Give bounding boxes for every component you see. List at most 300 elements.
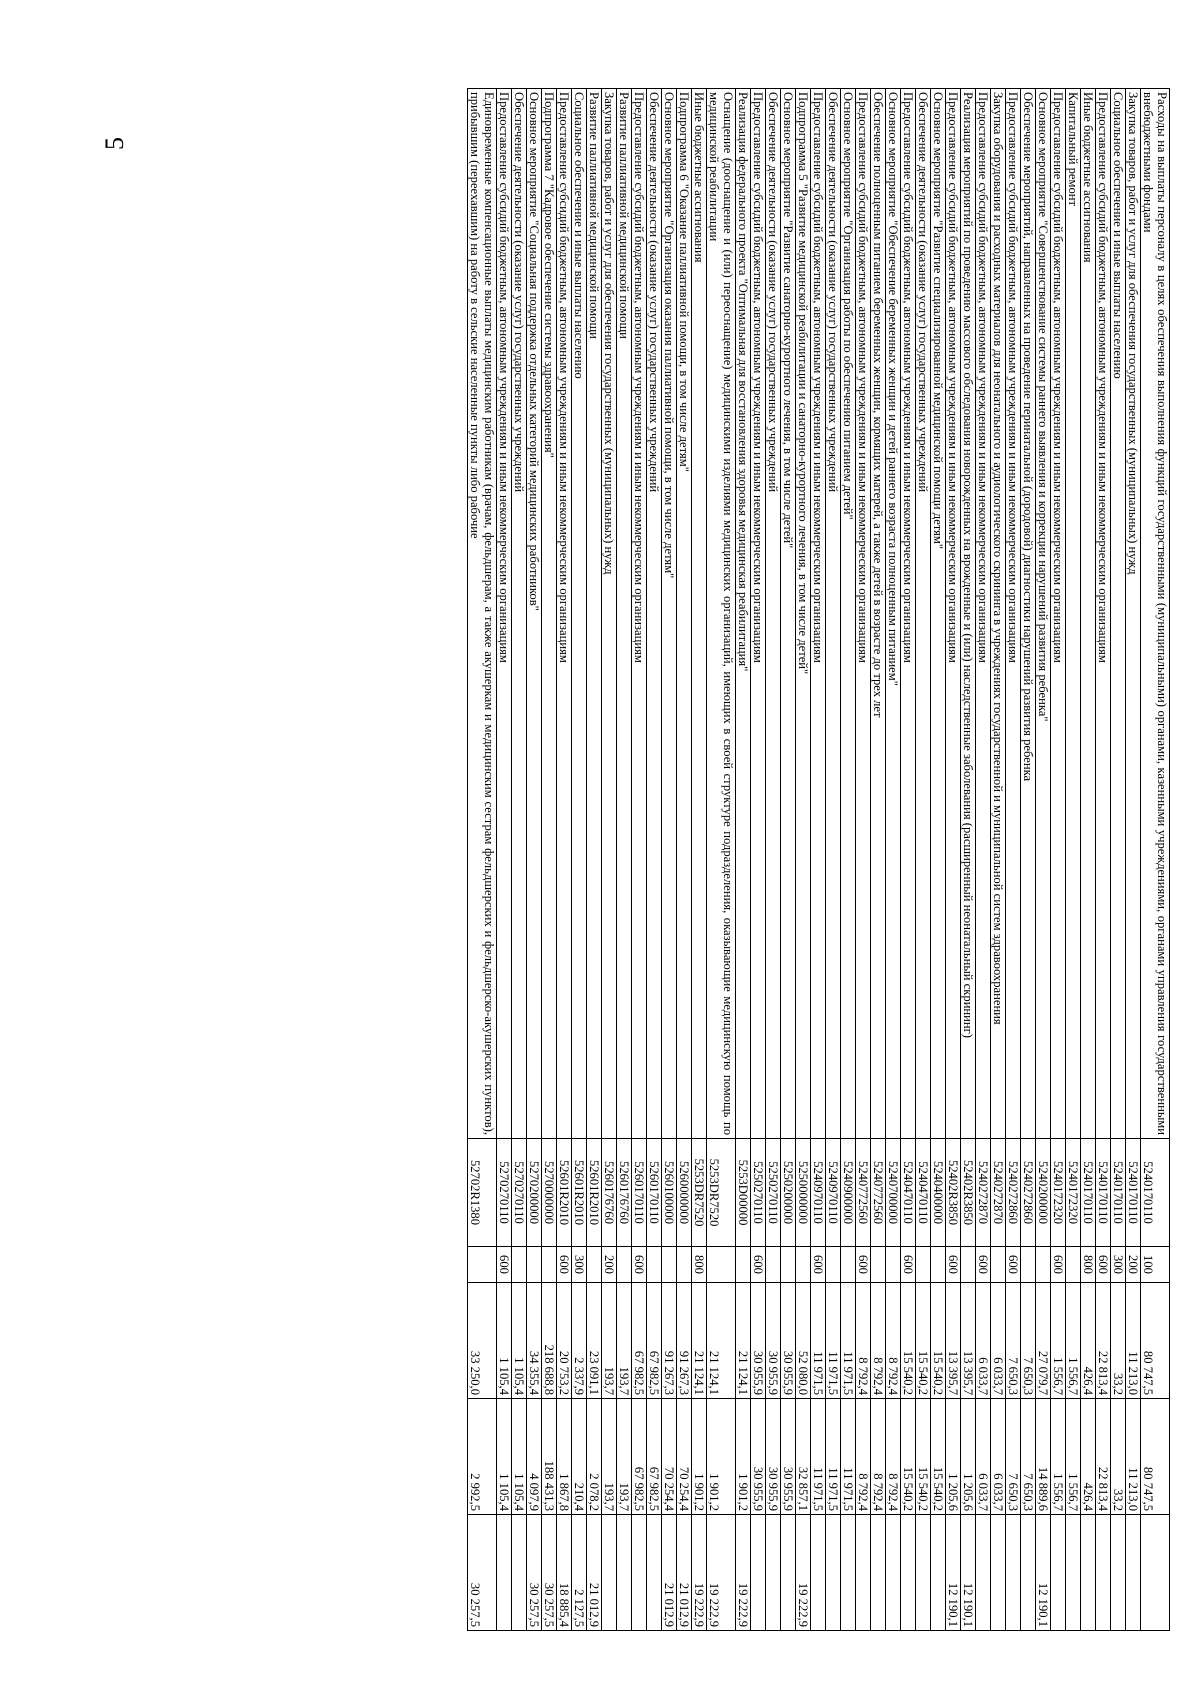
row-code: 5240400000 <box>931 1139 946 1247</box>
table-row <box>468 89 497 1631</box>
row-code: 5240272860 <box>1021 1139 1036 1247</box>
table-row <box>766 89 781 1631</box>
table-row <box>946 89 961 1631</box>
row-code: 5240170110 <box>1126 1139 1141 1247</box>
row-federal-budget <box>781 1515 796 1631</box>
table-row <box>662 89 677 1631</box>
row-code: 5260170110 <box>647 1139 662 1247</box>
row-regional-budget: 70 254,4 <box>677 1399 692 1515</box>
row-total: 21 124,1 <box>692 1283 707 1399</box>
row-expense-type <box>736 1247 751 1283</box>
row-code: 5253DR7520 <box>692 1139 707 1247</box>
table-row <box>781 89 796 1631</box>
row-name: Развитие паллиативной медицинской помощи <box>587 89 602 1139</box>
row-code: 5260176760 <box>602 1139 617 1247</box>
row-name: Иные бюджетные ассигнования <box>692 89 707 1139</box>
row-regional-budget: 1 105,4 <box>512 1399 527 1515</box>
row-federal-budget <box>811 1515 826 1631</box>
row-expense-type <box>961 1247 976 1283</box>
row-name: Предоставление субсидий бюджетным, автономным учреждениям и иным некоммерческим организациям <box>946 89 961 1139</box>
row-total: 67 982,5 <box>632 1283 647 1399</box>
row-total: 1 105,4 <box>512 1283 527 1399</box>
row-code: 5240170110 <box>1096 1139 1111 1247</box>
row-total: 21 124,1 <box>736 1283 751 1399</box>
row-code: 5260176760 <box>617 1139 632 1247</box>
row-federal-budget: 21 012,9 <box>677 1515 692 1631</box>
row-total: 13 395,7 <box>961 1283 976 1399</box>
row-expense-type: 300 <box>572 1247 587 1283</box>
table-row <box>1141 89 1170 1631</box>
row-code: 5240772560 <box>871 1139 886 1247</box>
row-federal-budget <box>976 1515 991 1631</box>
row-total: 8 792,4 <box>856 1283 871 1399</box>
row-code: 5240700000 <box>886 1139 901 1247</box>
row-name: Иные бюджетные ассигнования <box>1081 89 1096 1139</box>
row-total: 7 650,3 <box>1006 1283 1021 1399</box>
row-federal-budget: 2 127,5 <box>572 1515 587 1631</box>
row-expense-type: 600 <box>497 1247 512 1283</box>
row-total: 6 033,7 <box>976 1283 991 1399</box>
row-name: Предоставление субсидий бюджетным, автономным учреждениям и иным некоммерческим организациям <box>811 89 826 1139</box>
row-code: 5240470110 <box>916 1139 931 1247</box>
row-regional-budget: 6 033,7 <box>976 1399 991 1515</box>
row-name: Оснащение (дооснащение и (или) переоснащение) медицинскими изделиями медицинских организаций, имеющих в своей структуре подразделения, оказывающие медицинскую помощь по медицинской реабилитации <box>707 89 736 1139</box>
row-total: 8 792,4 <box>886 1283 901 1399</box>
row-federal-budget <box>1006 1515 1021 1631</box>
row-federal-budget: 12 190,1 <box>1036 1515 1051 1631</box>
row-code: 5240200000 <box>1036 1139 1051 1247</box>
row-code: 52601R2010 <box>572 1139 587 1247</box>
row-regional-budget: 193,7 <box>602 1399 617 1515</box>
row-expense-type <box>916 1247 931 1283</box>
row-name: Предоставление субсидий бюджетным, автономным учреждениям и иным некоммерческим организациям <box>751 89 766 1139</box>
row-code: 5240172320 <box>1066 1139 1081 1247</box>
row-name: Предоставление субсидий бюджетным, автономным учреждениям и иным некоммерческим организациям <box>1051 89 1066 1139</box>
row-regional-budget: 6 033,7 <box>991 1399 1006 1515</box>
row-federal-budget <box>1096 1515 1111 1631</box>
row-expense-type <box>1066 1247 1081 1283</box>
row-expense-type <box>677 1247 692 1283</box>
table-row <box>856 89 871 1631</box>
row-regional-budget: 8 792,4 <box>856 1399 871 1515</box>
row-code: 5260100000 <box>662 1139 677 1247</box>
row-regional-budget: 30 955,9 <box>781 1399 796 1515</box>
row-expense-type: 600 <box>976 1247 991 1283</box>
row-name: Социальное обеспечение и иные выплаты населению <box>572 89 587 1139</box>
row-regional-budget: 67 982,5 <box>647 1399 662 1515</box>
row-regional-budget: 1 901,2 <box>707 1399 736 1515</box>
row-code: 5270270110 <box>497 1139 512 1247</box>
table-row <box>736 89 751 1631</box>
table-row <box>826 89 841 1631</box>
row-expense-type <box>512 1247 527 1283</box>
row-name: Социальное обеспечение и иные выплаты населению <box>1111 89 1126 1139</box>
row-code: 5240272870 <box>991 1139 1006 1247</box>
row-federal-budget <box>931 1515 946 1631</box>
row-name: Предоставление субсидий бюджетным, автономным учреждениям и иным некоммерческим организациям <box>1006 89 1021 1139</box>
row-federal-budget <box>602 1515 617 1631</box>
row-total: 22 813,4 <box>1096 1283 1111 1399</box>
row-regional-budget: 426,4 <box>1081 1399 1096 1515</box>
row-name: Единовременные компенсационные выплаты медицинским работникам (врачам, фельдшерам, а также акушеркам и медицинским сестрам фельдшерских и фельдшерско-акушерских пунктов), прибывшим (переехавшим) на работу в сельские населенные пункты либо рабочие <box>468 89 497 1139</box>
row-code: 5240772560 <box>856 1139 871 1247</box>
row-code: 5240900000 <box>841 1139 856 1247</box>
row-regional-budget: 7 650,3 <box>1006 1399 1021 1515</box>
row-total: 27 079,7 <box>1036 1283 1051 1399</box>
table-row <box>1021 89 1036 1631</box>
row-total: 218 688,8 <box>542 1283 557 1399</box>
table-row <box>1051 89 1066 1631</box>
row-name: Предоставление субсидий бюджетным, автономным учреждениям и иным некоммерческим организациям <box>632 89 647 1139</box>
row-expense-type <box>662 1247 677 1283</box>
row-federal-budget <box>1126 1515 1141 1631</box>
row-name: Обеспечение деятельности (оказание услуг) государственных учреждений <box>512 89 527 1139</box>
row-federal-budget <box>647 1515 662 1631</box>
row-federal-budget <box>766 1515 781 1631</box>
table-row <box>1066 89 1081 1631</box>
row-expense-type: 600 <box>632 1247 647 1283</box>
row-name: Основное мероприятие "Развитие санаторно-курортного лечения, в том числе детей" <box>781 89 796 1139</box>
row-expense-type: 600 <box>901 1247 916 1283</box>
row-federal-budget: 12 190,1 <box>946 1515 961 1631</box>
row-federal-budget <box>632 1515 647 1631</box>
row-code: 5270200000 <box>527 1139 542 1247</box>
row-total: 30 955,9 <box>766 1283 781 1399</box>
row-expense-type <box>468 1247 497 1283</box>
row-federal-budget <box>901 1515 916 1631</box>
row-regional-budget: 11 971,5 <box>811 1399 826 1515</box>
row-federal-budget <box>512 1515 527 1631</box>
table-row <box>751 89 766 1631</box>
row-regional-budget: 15 540,2 <box>931 1399 946 1515</box>
row-total: 33 250,0 <box>468 1283 497 1399</box>
row-expense-type: 800 <box>1081 1247 1096 1283</box>
row-regional-budget: 80 747,5 <box>1141 1399 1170 1515</box>
row-name: Предоставление субсидий бюджетным, автономным учреждениям и иным некоммерческим организациям <box>557 89 572 1139</box>
row-total: 15 540,2 <box>916 1283 931 1399</box>
row-regional-budget: 33,2 <box>1111 1399 1126 1515</box>
row-total: 11 971,5 <box>841 1283 856 1399</box>
row-federal-budget <box>1081 1515 1096 1631</box>
row-federal-budget: 12 190,1 <box>961 1515 976 1631</box>
row-expense-type <box>1036 1247 1051 1283</box>
row-total: 20 753,2 <box>557 1283 572 1399</box>
row-federal-budget <box>826 1515 841 1631</box>
row-code: 5250000000 <box>796 1139 811 1247</box>
row-regional-budget: 2 078,2 <box>587 1399 602 1515</box>
row-code: 52402R3850 <box>961 1139 976 1247</box>
row-name: Подпрограмма 5 "Развитие медицинской реабилитации и санаторно-курортного лечения, в том числе детей" <box>796 89 811 1139</box>
table-row <box>1081 89 1096 1631</box>
row-name: Предоставление субсидий бюджетным, автономным учреждениям и иным некоммерческим организациям <box>976 89 991 1139</box>
row-regional-budget: 188 431,3 <box>542 1399 557 1515</box>
row-regional-budget: 70 254,4 <box>662 1399 677 1515</box>
row-regional-budget: 4 097,9 <box>527 1399 542 1515</box>
row-total: 15 540,2 <box>901 1283 916 1399</box>
row-expense-type <box>796 1247 811 1283</box>
row-federal-budget: 19 222,9 <box>707 1515 736 1631</box>
row-code: 5240272870 <box>976 1139 991 1247</box>
row-federal-budget <box>497 1515 512 1631</box>
table-row <box>647 89 662 1631</box>
table-row <box>602 89 617 1631</box>
row-total: 33,2 <box>1111 1283 1126 1399</box>
row-code: 52702R1380 <box>468 1139 497 1247</box>
row-regional-budget: 15 540,2 <box>901 1399 916 1515</box>
table-row <box>1096 89 1111 1631</box>
row-regional-budget: 193,7 <box>617 1399 632 1515</box>
row-regional-budget: 7 650,3 <box>1021 1399 1036 1515</box>
row-name: Обеспечение полноценным питанием беременных женщин, кормящих матерей, а также детей в возрасте до трех лет <box>871 89 886 1139</box>
row-expense-type: 600 <box>1006 1247 1021 1283</box>
row-code: 5253D00000 <box>736 1139 751 1247</box>
row-total: 13 395,7 <box>946 1283 961 1399</box>
row-total: 1 556,7 <box>1066 1283 1081 1399</box>
row-expense-type <box>617 1247 632 1283</box>
table-row <box>1126 89 1141 1631</box>
row-expense-type: 600 <box>946 1247 961 1283</box>
row-total: 11 213,0 <box>1126 1283 1141 1399</box>
row-regional-budget: 11 213,0 <box>1126 1399 1141 1515</box>
row-total: 11 971,5 <box>811 1283 826 1399</box>
row-name: Обеспечение мероприятий, направленных на проведение перинатальной (дородовой) диагностики нарушений развития ребенка <box>1021 89 1036 1139</box>
row-federal-budget: 18 885,4 <box>557 1515 572 1631</box>
row-federal-budget <box>991 1515 1006 1631</box>
row-name: Основное мероприятие "Организация оказания паллиативной помощи, в том числе детям" <box>662 89 677 1139</box>
row-federal-budget <box>1111 1515 1126 1631</box>
table-row <box>542 89 557 1631</box>
row-name: Подпрограмма 7 "Кадровое обеспечение системы здравоохранения" <box>542 89 557 1139</box>
row-code: 5253DR7520 <box>707 1139 736 1247</box>
row-federal-budget: 19 222,9 <box>692 1515 707 1631</box>
table-row <box>677 89 692 1631</box>
row-code: 5240272860 <box>1006 1139 1021 1247</box>
table-row <box>587 89 602 1631</box>
row-total: 15 540,2 <box>931 1283 946 1399</box>
row-regional-budget: 11 971,5 <box>826 1399 841 1515</box>
row-federal-budget <box>617 1515 632 1631</box>
row-regional-budget: 210,4 <box>572 1399 587 1515</box>
row-federal-budget <box>751 1515 766 1631</box>
row-expense-type <box>886 1247 901 1283</box>
table-row <box>497 89 512 1631</box>
row-name: Обеспечение деятельности (оказание услуг) государственных учреждений <box>647 89 662 1139</box>
row-name: Закупка товаров, работ и услуг для обеспечения государственных (муниципальных) нужд <box>602 89 617 1139</box>
page-number: 5 <box>100 137 129 150</box>
row-regional-budget: 30 955,9 <box>766 1399 781 1515</box>
table-row <box>707 89 736 1631</box>
row-code: 5250270110 <box>751 1139 766 1247</box>
row-federal-budget <box>1051 1515 1066 1631</box>
row-name: Обеспечение деятельности (оказание услуг) государственных учреждений <box>916 89 931 1139</box>
table-row <box>572 89 587 1631</box>
table-row <box>617 89 632 1631</box>
row-total: 193,7 <box>617 1283 632 1399</box>
row-expense-type <box>587 1247 602 1283</box>
row-code: 5240970110 <box>811 1139 826 1247</box>
table-row <box>692 89 707 1631</box>
table-row <box>871 89 886 1631</box>
row-regional-budget: 1 205,6 <box>961 1399 976 1515</box>
row-expense-type <box>707 1247 736 1283</box>
row-total: 80 747,5 <box>1141 1283 1170 1399</box>
row-regional-budget: 8 792,4 <box>886 1399 901 1515</box>
table-row <box>632 89 647 1631</box>
row-federal-budget <box>1141 1515 1170 1631</box>
row-code: 5260000000 <box>677 1139 692 1247</box>
row-expense-type <box>1021 1247 1036 1283</box>
table-row <box>916 89 931 1631</box>
table-row <box>886 89 901 1631</box>
row-regional-budget: 1 556,7 <box>1066 1399 1081 1515</box>
row-code: 5240170110 <box>1141 1139 1170 1247</box>
row-name: Капитальный ремонт <box>1066 89 1081 1139</box>
budget-table-container <box>467 88 1170 1630</box>
row-total: 2 337,9 <box>572 1283 587 1399</box>
row-expense-type: 800 <box>692 1247 707 1283</box>
row-expense-type: 100 <box>1141 1247 1170 1283</box>
row-expense-type <box>781 1247 796 1283</box>
row-code: 52601R2010 <box>557 1139 572 1247</box>
row-total: 21 124,1 <box>707 1283 736 1399</box>
row-total: 6 033,7 <box>991 1283 1006 1399</box>
row-total: 11 971,5 <box>826 1283 841 1399</box>
row-federal-budget: 30 257,5 <box>542 1515 557 1631</box>
budget-table <box>467 88 1170 1631</box>
row-expense-type: 600 <box>1051 1247 1066 1283</box>
row-total: 91 267,3 <box>677 1283 692 1399</box>
row-expense-type <box>931 1247 946 1283</box>
row-expense-type: 600 <box>557 1247 572 1283</box>
table-row <box>512 89 527 1631</box>
row-expense-type <box>841 1247 856 1283</box>
row-federal-budget <box>1021 1515 1036 1631</box>
row-regional-budget: 1 556,7 <box>1051 1399 1066 1515</box>
row-name: Основное мероприятие "Социальная поддержка отдельных категорий медицинских работников" <box>527 89 542 1139</box>
row-code: 5240172320 <box>1051 1139 1066 1247</box>
row-regional-budget: 1 901,2 <box>692 1399 707 1515</box>
row-total: 52 080,0 <box>796 1283 811 1399</box>
row-name: Закупка оборудования и расходных материалов для неонатального и аудиологического скрининга в учреждениях государственной и муниципальной систем здравоохранения <box>991 89 1006 1139</box>
row-name: Обеспечение деятельности (оказание услуг) государственных учреждений <box>766 89 781 1139</box>
row-federal-budget: 19 222,9 <box>736 1515 751 1631</box>
row-code: 5240470110 <box>901 1139 916 1247</box>
row-total: 67 982,5 <box>647 1283 662 1399</box>
row-name: Предоставление субсидий бюджетным, автономным учреждениям и иным некоммерческим организациям <box>497 89 512 1139</box>
row-name: Основное мероприятие "Совершенствование системы раннего выявления и коррекции нарушений развития ребенка" <box>1036 89 1051 1139</box>
row-name: Подпрограмма 6 "Оказание паллиативной помощи, в том числе детям" <box>677 89 692 1139</box>
budget-table-body <box>468 89 1170 1631</box>
row-total: 34 355,4 <box>527 1283 542 1399</box>
row-total: 30 955,9 <box>751 1283 766 1399</box>
row-federal-budget <box>886 1515 901 1631</box>
row-name: Обеспечение деятельности (оказание услуг) государственных учреждений <box>826 89 841 1139</box>
row-regional-budget: 67 982,5 <box>632 1399 647 1515</box>
row-name: Предоставление субсидий бюджетным, автономным учреждениям и иным некоммерческим организациям <box>901 89 916 1139</box>
row-code: 5240170110 <box>1111 1139 1126 1247</box>
row-expense-type <box>542 1247 557 1283</box>
table-row <box>1111 89 1126 1631</box>
row-regional-budget: 1 105,4 <box>497 1399 512 1515</box>
table-row <box>1006 89 1021 1631</box>
row-name: Основное мероприятие "Организация работы по обеспечению питанием детей" <box>841 89 856 1139</box>
row-regional-budget: 30 955,9 <box>751 1399 766 1515</box>
row-federal-budget <box>916 1515 931 1631</box>
row-expense-type: 600 <box>811 1247 826 1283</box>
row-federal-budget: 21 012,9 <box>587 1515 602 1631</box>
row-expense-type <box>766 1247 781 1283</box>
row-expense-type <box>826 1247 841 1283</box>
table-row <box>841 89 856 1631</box>
row-expense-type <box>991 1247 1006 1283</box>
row-regional-budget: 2 992,5 <box>468 1399 497 1515</box>
row-code: 5250200000 <box>781 1139 796 1247</box>
row-total: 23 091,1 <box>587 1283 602 1399</box>
table-row <box>811 89 826 1631</box>
row-name: Закупка товаров, работ и услуг для обеспечения государственных (муниципальных) нужд <box>1126 89 1141 1139</box>
row-regional-budget: 14 889,6 <box>1036 1399 1051 1515</box>
row-federal-budget: 30 257,5 <box>527 1515 542 1631</box>
row-code: 5250270110 <box>766 1139 781 1247</box>
table-row <box>991 89 1006 1631</box>
row-name: Развитие паллиативной медицинской помощи <box>617 89 632 1139</box>
row-expense-type <box>647 1247 662 1283</box>
row-federal-budget <box>856 1515 871 1631</box>
row-code: 5240970110 <box>826 1139 841 1247</box>
row-federal-budget <box>871 1515 886 1631</box>
row-federal-budget <box>1066 1515 1081 1631</box>
row-total: 1 556,7 <box>1051 1283 1066 1399</box>
table-row <box>931 89 946 1631</box>
row-code: 5270270110 <box>512 1139 527 1247</box>
row-total: 7 650,3 <box>1021 1283 1036 1399</box>
row-name: Основное мероприятие "Обеспечение беременных женщин и детей раннего возраста полноценным питанием" <box>886 89 901 1139</box>
table-row <box>796 89 811 1631</box>
row-expense-type: 600 <box>751 1247 766 1283</box>
row-regional-budget: 11 971,5 <box>841 1399 856 1515</box>
row-expense-type: 300 <box>1111 1247 1126 1283</box>
row-expense-type: 600 <box>856 1247 871 1283</box>
row-name: Предоставление субсидий бюджетным, автономным учреждениям и иным некоммерческим организациям <box>856 89 871 1139</box>
row-federal-budget: 19 222,9 <box>796 1515 811 1631</box>
row-code: 52402R3850 <box>946 1139 961 1247</box>
row-regional-budget: 1 901,2 <box>736 1399 751 1515</box>
row-name: Расходы на выплаты персоналу в целях обеспечения выполнения функций государственными (муниципальными) органами, казенными учреждениями, органами управления государственными внебюджетными фондами <box>1141 89 1170 1139</box>
row-federal-budget: 21 012,9 <box>662 1515 677 1631</box>
table-row <box>527 89 542 1631</box>
row-total: 30 955,9 <box>781 1283 796 1399</box>
row-expense-type: 200 <box>1126 1247 1141 1283</box>
row-expense-type <box>527 1247 542 1283</box>
row-name: Предоставление субсидий бюджетным, автономным учреждениям и иным некоммерческим организациям <box>1096 89 1111 1139</box>
row-code: 52601R2010 <box>587 1139 602 1247</box>
row-regional-budget: 1 867,8 <box>557 1399 572 1515</box>
row-regional-budget: 32 857,1 <box>796 1399 811 1515</box>
row-code: 5240170110 <box>1081 1139 1096 1247</box>
row-total: 1 105,4 <box>497 1283 512 1399</box>
row-expense-type: 600 <box>1096 1247 1111 1283</box>
row-regional-budget: 1 205,6 <box>946 1399 961 1515</box>
table-row <box>557 89 572 1631</box>
row-code: 5270000000 <box>542 1139 557 1247</box>
row-code: 5260170110 <box>632 1139 647 1247</box>
row-name: Реализация мероприятий по проведению массового обследования новорожденных на врожденные и (или) наследственные заболевания (расширенный неонатальный скрининг) <box>961 89 976 1139</box>
table-row <box>901 89 916 1631</box>
row-regional-budget: 15 540,2 <box>916 1399 931 1515</box>
row-regional-budget: 22 813,4 <box>1096 1399 1111 1515</box>
row-regional-budget: 8 792,4 <box>871 1399 886 1515</box>
table-row <box>1036 89 1051 1631</box>
